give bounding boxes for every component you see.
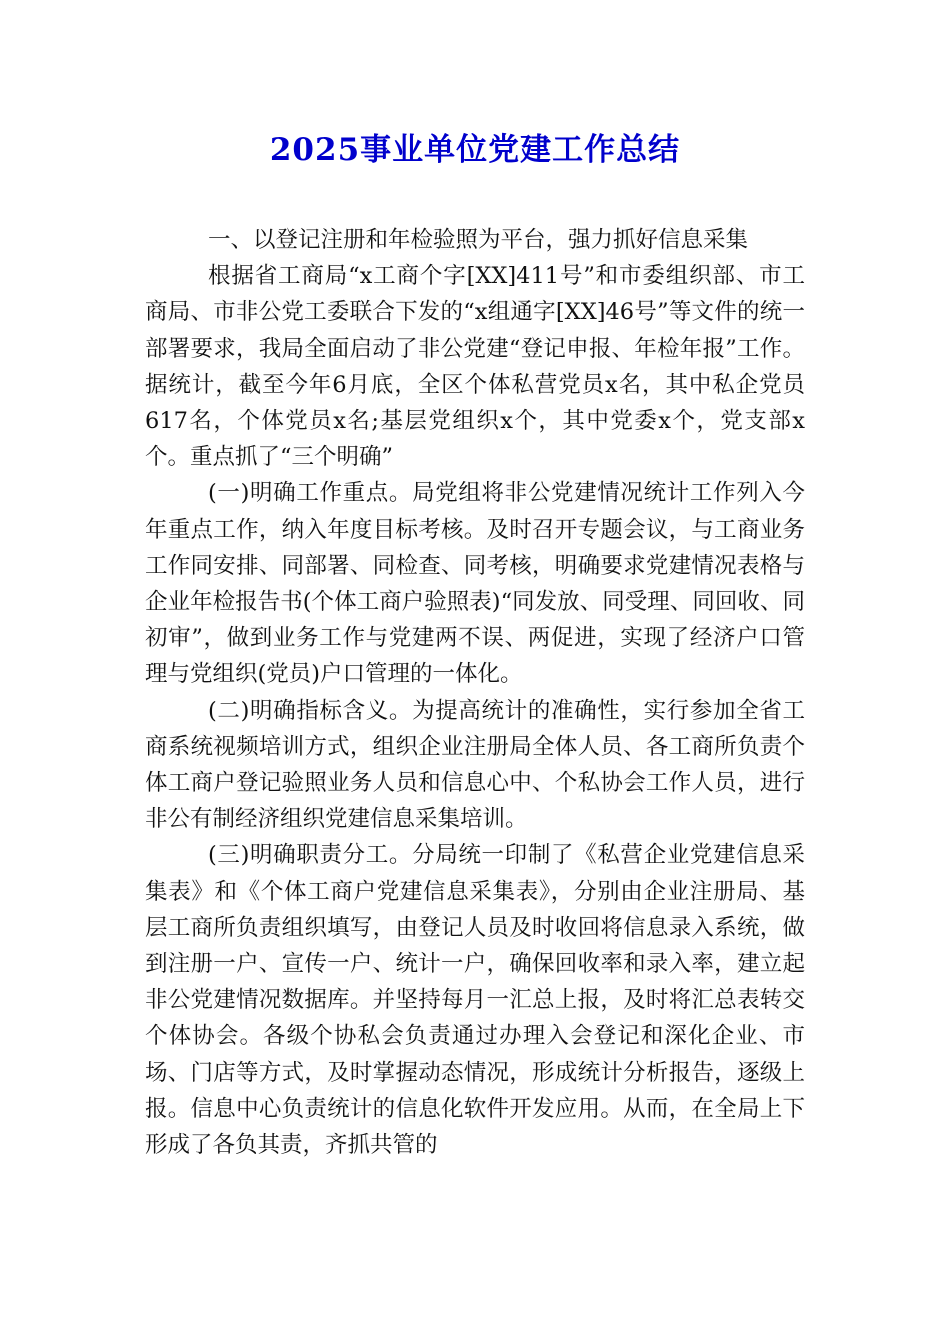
paragraph: (二)明确指标含义。为提高统计的准确性，实行参加全省工商系统视频培训方式，组织企业注册局全体人员、各工商所负责个体工商户登记验照业务人员和信息心中、个私协会工作人员，进行非公有制经济组织党建信息采集培训。: [145, 697, 805, 833]
section-heading: 一、以登记注册和年检验照为平台，强力抓好信息采集: [208, 227, 749, 253]
paragraph: (三)明确职责分工。分局统一印制了《私营企业党建信息采集表》和《个体工商户党建信息采集表》，分别由企业注册局、基层工商所负责组织填写，由登记人员及时收回将信息录入系统，做到注册一户、宣传一户、统计一户，确保回收率和录入率，建立起非公党建情况数据库。并坚持每月一汇总上报，及时将汇总表转交个体协会。各级个协私会负责通过办理入会登记和深化企业、市场、门店等方式，及时掌握动态情况，形成统计分析报告，逐级上报。信息中心负责统计的信息化软件开发应用。从而，在全局上下形成了各负其责，齐抓共管的: [145, 842, 805, 1159]
document-title: 2025事业单位党建工作总结: [269, 132, 681, 168]
paragraph: (一)明确工作重点。局党组将非公党建情况统计工作列入今年重点工作，纳入年度目标考核。及时召开专题会议，与工商业务工作同安排、同部署、同检查、同考核，明确要求党建情况表格与企业年检报告书(个体工商户验照表)“同发放、同受理、同回收、同初审”，做到业务工作与党建两不误、两促进，实现了经济户口管理与党组织(党员)户口管理的一体化。: [145, 480, 805, 688]
document-body: [145, 222, 805, 1163]
paragraph: 根据省工商局“x工商个字[XX]411号”和市委组织部、市工商局、市非公党工委联合下发的“x组通字[XX]46号”等文件的统一部署要求，我局全面启动了非公党建“登记申报、年检年报”工作。据统计，截至今年6月底，全区个体私营党员x名，其中私企党员617名，个体党员x名;基层党组织x个，其中党委x个，党支部x个。重点抓了“三个明确”: [145, 263, 805, 471]
